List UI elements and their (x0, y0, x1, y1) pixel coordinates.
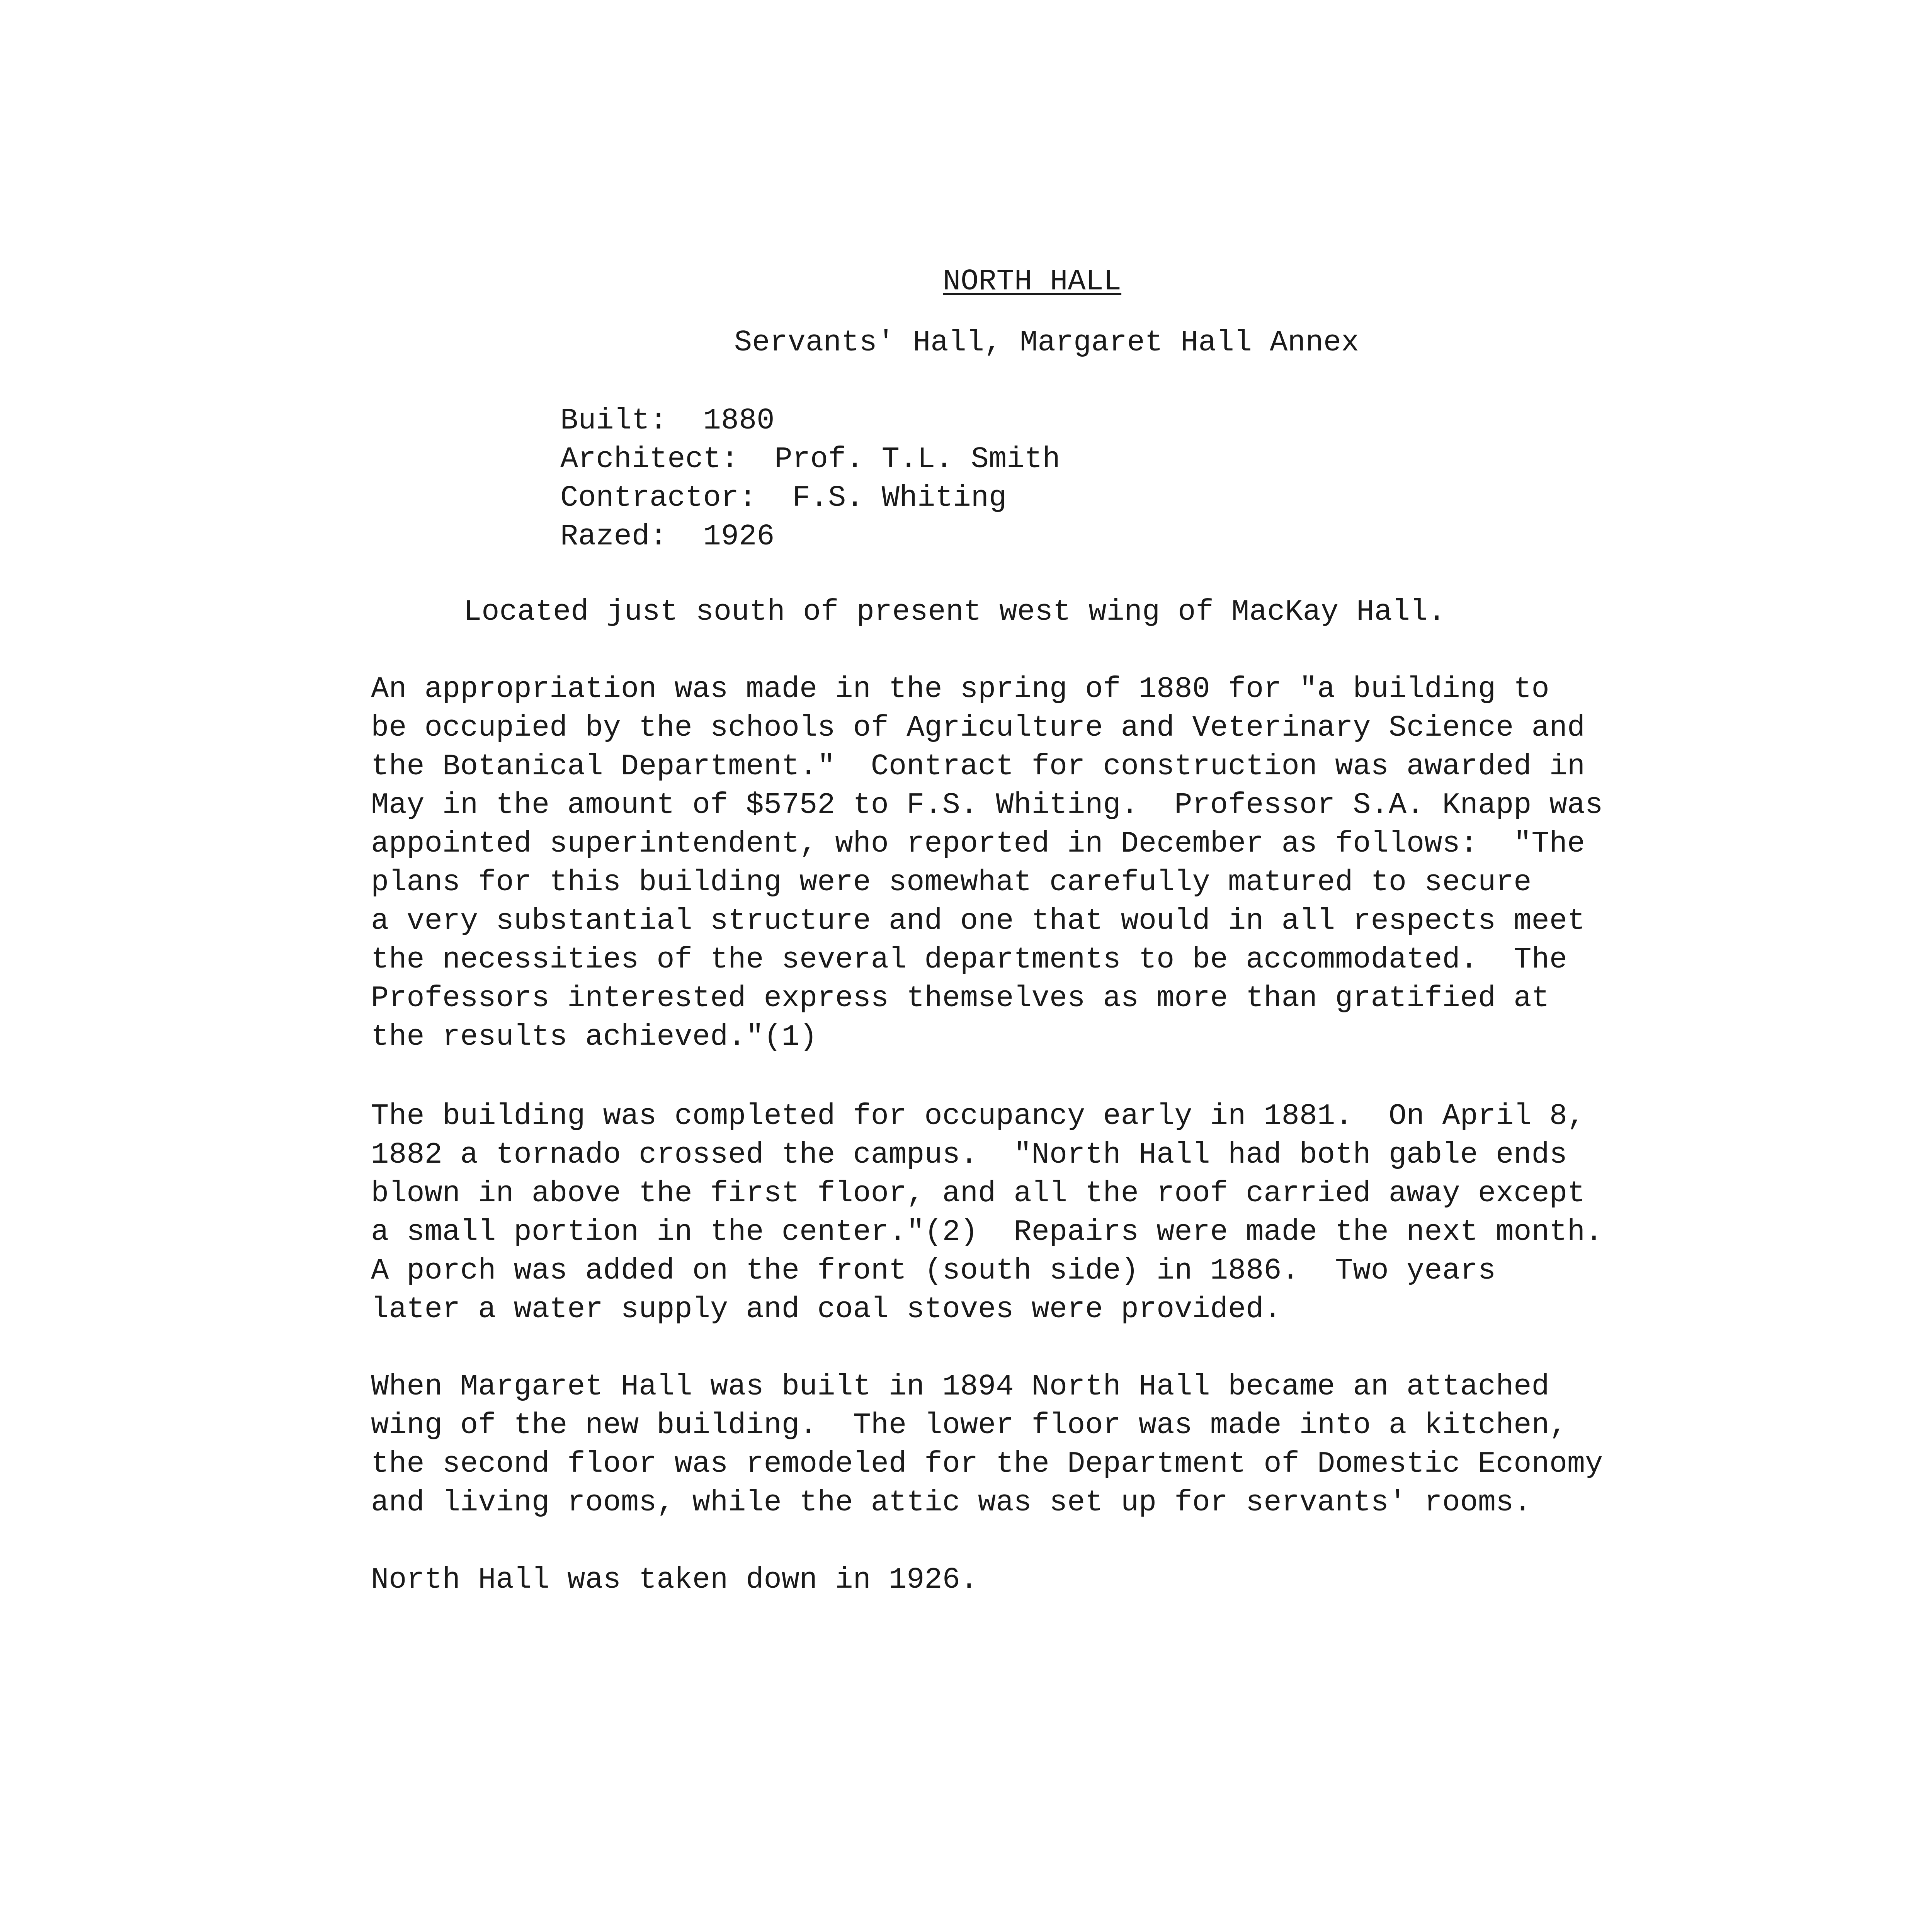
paragraph-line: blown in above the first floor, and all the roof carried away except (371, 1177, 1585, 1211)
paragraph-line: be occupied by the schools of Agriculture and Veterinary Science and (371, 711, 1585, 745)
paragraph-line: Professors interested express themselves as more than gratified at (371, 982, 1549, 1015)
paragraph-line: the results achieved."(1) (371, 1020, 818, 1054)
paragraph-line: a small portion in the center."(2) Repairs were made the next month. (371, 1216, 1603, 1249)
paragraph-line: May in the amount of $5752 to F.S. Whiting. Professor S.A. Knapp was (371, 789, 1603, 822)
paragraph-line: An appropriation was made in the spring of 1880 for "a building to (371, 673, 1549, 706)
fact-razed: Razed: 1926 (560, 520, 775, 554)
paragraph-margaret-hall (371, 1368, 1723, 1522)
paragraph-line: the necessities of the several departments to be accommodated. The (371, 943, 1567, 977)
paragraph-line: North Hall was taken down in 1926. (371, 1563, 978, 1597)
paragraph-line: and living rooms, while the attic was set up for servants' rooms. (371, 1486, 1532, 1520)
location-line: Located just south of present west wing of MacKay Hall. (464, 595, 1446, 629)
paragraph-appropriation (371, 670, 1723, 1057)
fact-contractor: Contractor: F.S. Whiting (560, 481, 1007, 515)
paragraph-razed (371, 1561, 1723, 1600)
paragraph-line: plans for this building were somewhat carefully matured to secure (371, 866, 1532, 900)
paragraph-line: The building was completed for occupancy early in 1881. On April 8, (371, 1100, 1585, 1133)
building-facts (560, 402, 1060, 556)
page-title: NORTH HALL (943, 265, 1122, 299)
paragraph-line: When Margaret Hall was built in 1894 North Hall became an attached (371, 1370, 1549, 1404)
paragraph-line: later a water supply and coal stoves were provided. (371, 1293, 1282, 1327)
paragraph-line: A porch was added on the front (south side) in 1886. Two years (371, 1254, 1496, 1288)
paragraph-line: wing of the new building. The lower floor was made into a kitchen, (371, 1409, 1567, 1442)
page-subtitle: Servants' Hall, Margaret Hall Annex (734, 326, 1359, 360)
paragraph-line: the second floor was remodeled for the Department of Domestic Economy (371, 1447, 1603, 1481)
fact-architect: Architect: Prof. T.L. Smith (560, 443, 1060, 476)
fact-built: Built: 1880 (560, 404, 775, 438)
paragraph-line: 1882 a tornado crossed the campus. "North Hall had both gable ends (371, 1138, 1567, 1172)
paragraph-line: a very substantial structure and one that would in all respects meet (371, 905, 1585, 938)
paragraph-line: appointed superintendent, who reported in December as follows: "The (371, 827, 1585, 861)
paragraph-line: the Botanical Department." Contract for construction was awarded in (371, 750, 1585, 784)
paragraph-completion (371, 1097, 1723, 1329)
